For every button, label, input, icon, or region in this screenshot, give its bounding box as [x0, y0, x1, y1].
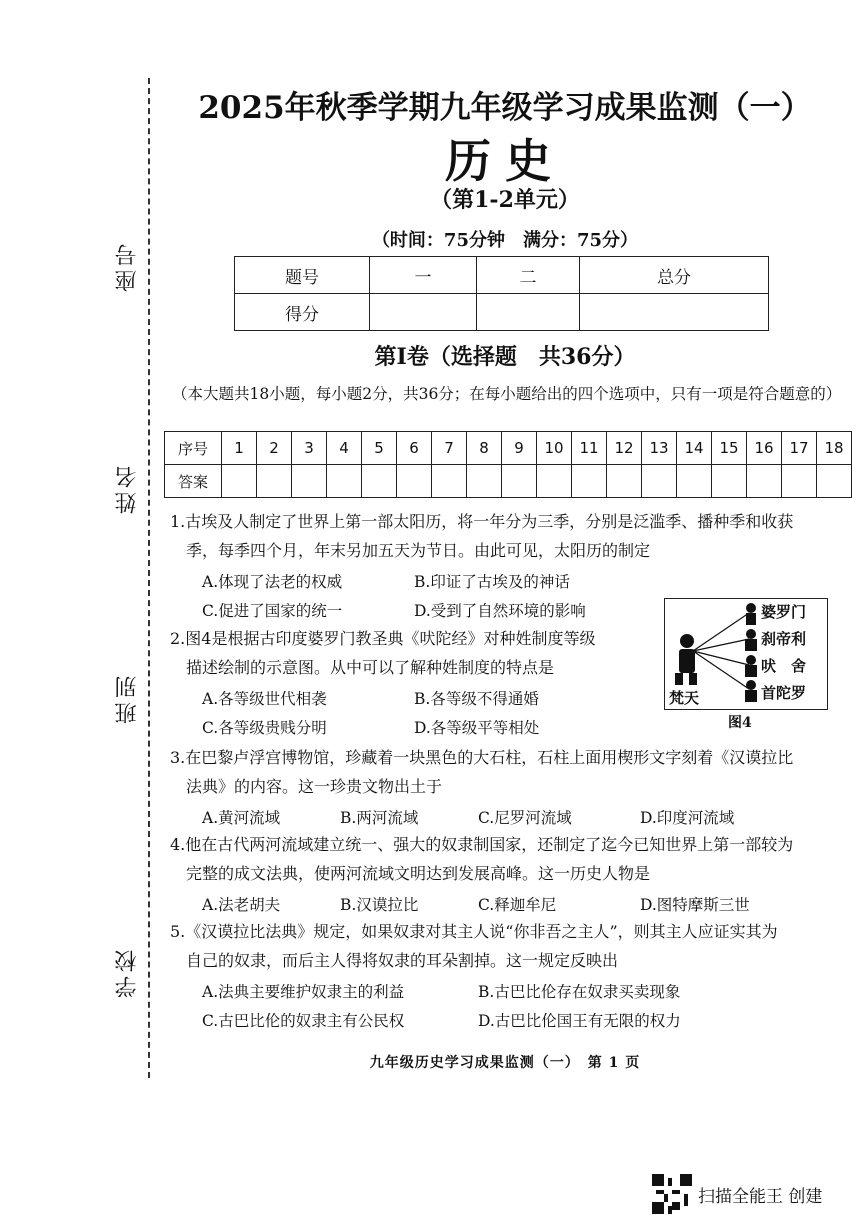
- answer-cell[interactable]: [432, 465, 467, 498]
- score-table: [234, 256, 769, 331]
- kshatriya-figure-icon: [745, 629, 757, 651]
- question-number-cell: 16: [747, 432, 782, 465]
- question-number-cell: 8: [467, 432, 502, 465]
- q4-option-c: C.释迦牟尼: [478, 896, 557, 914]
- vaishya-figure-icon: [745, 655, 757, 677]
- subject-title: 历史: [445, 134, 565, 188]
- q1-option-a: A.体现了法老的权威: [202, 573, 343, 591]
- question-number-cell: 11: [572, 432, 607, 465]
- question-5-line1: 5.《汉谟拉比法典》规定，如果奴隶对其主人说“你非吾之主人”，则其主人应证实其为: [170, 922, 778, 941]
- section-instructions: （本大题共18小题，每小题2分，共36分；在每小题给出的四个选项中，只有一项是符合题意的）: [172, 385, 842, 403]
- question-number-cell: 6: [397, 432, 432, 465]
- question-4-line1: 4.他在古代两河流域建立统一、强大的奴隶制国家，还制定了迄今已知世界上第一部较为: [170, 835, 794, 854]
- q3-option-d: D.印度河流域: [640, 809, 735, 827]
- question-number-cell: 12: [607, 432, 642, 465]
- figure-label-kshatriya: 刹帝利: [761, 630, 807, 648]
- question-1-line1: 1.古埃及人制定了世界上第一部太阳历，将一年分为三季，分别是泛滥季、播种季和收获: [170, 512, 794, 531]
- answer-row-label: 序号: [165, 432, 222, 465]
- q1-option-d: D.受到了自然环境的影响: [414, 602, 586, 620]
- answer-cell[interactable]: [292, 465, 327, 498]
- exam-title: 2025年秋季学期九年级学习成果监测（一）: [198, 90, 812, 126]
- brahmin-figure-icon: [746, 603, 756, 625]
- question-number-cell: 13: [642, 432, 677, 465]
- score-cell[interactable]: [370, 294, 477, 331]
- question-3-line2: 法典》的内容。这一珍贵文物出土于: [186, 777, 443, 796]
- question-number-cell: 3: [292, 432, 327, 465]
- score-cell[interactable]: [477, 294, 580, 331]
- q5-option-b: B.古巴比伦存在奴隶买卖现象: [478, 983, 681, 1001]
- q4-option-d: D.图特摩斯三世: [640, 896, 750, 914]
- page-footer: 九年级历史学习成果监测（一） 第 1 页: [369, 1055, 641, 1071]
- answer-cell[interactable]: [467, 465, 502, 498]
- question-number-cell: 9: [502, 432, 537, 465]
- q2-option-d: D.各等级平等相处: [414, 719, 540, 737]
- q5-option-d: D.古巴比伦国王有无限的权力: [478, 1012, 681, 1030]
- qr-code-icon: [652, 1174, 692, 1214]
- unit-range: （第1-2单元）: [430, 187, 580, 213]
- figure-label-brahma: 梵天: [669, 689, 700, 707]
- figure-label-vaishya: 吠 舍: [761, 657, 807, 675]
- answer-cell[interactable]: [502, 465, 537, 498]
- score-header-cell: 题号: [235, 257, 370, 294]
- q1-option-b: B.印证了古埃及的神话: [414, 573, 570, 591]
- q5-option-c: C.古巴比伦的奴隶主有公民权: [202, 1012, 405, 1030]
- q1-option-c: C.促进了国家的统一: [202, 602, 343, 620]
- side-label-class: 班别: [115, 672, 140, 724]
- answer-cell[interactable]: [747, 465, 782, 498]
- score-header-cell: 总分: [580, 257, 769, 294]
- answer-row-label: 答案: [165, 465, 222, 498]
- q2-option-c: C.各等级贵贱分明: [202, 719, 327, 737]
- score-header-cell: 一: [370, 257, 477, 294]
- figure-4-caption: 图4: [728, 715, 752, 731]
- question-3-line1: 3.在巴黎卢浮宫博物馆，珍藏着一块黑色的大石柱，石柱上面用楔形文字刻着《汉谟拉比: [170, 748, 794, 767]
- q4-option-b: B.汉谟拉比: [340, 896, 419, 914]
- question-number-cell: 18: [817, 432, 852, 465]
- answer-cell[interactable]: [397, 465, 432, 498]
- binding-dashed-line: [148, 78, 150, 1078]
- answer-cell[interactable]: [607, 465, 642, 498]
- answer-cell[interactable]: [782, 465, 817, 498]
- q4-option-a: A.法老胡夫: [202, 896, 281, 914]
- score-row-label: 得分: [235, 294, 370, 331]
- q2-option-a: A.各等级世代相袭: [202, 690, 327, 708]
- q3-option-c: C.尼罗河流域: [478, 809, 572, 827]
- section-title: 第Ⅰ卷（选择题 共36分）: [374, 344, 636, 370]
- brahma-figure-icon: [675, 634, 697, 685]
- side-label-school: 学校: [115, 946, 140, 998]
- question-2-line1: 2.图4是根据古印度婆罗门教圣典《吠陀经》对种姓制度等级: [170, 629, 596, 648]
- q3-option-b: B.两河流域: [340, 809, 419, 827]
- answer-cell[interactable]: [677, 465, 712, 498]
- answer-table: [164, 431, 852, 498]
- scanner-watermark: 扫描全能王 创建: [698, 1187, 823, 1207]
- question-number-cell: 15: [712, 432, 747, 465]
- question-number-cell: 7: [432, 432, 467, 465]
- side-label-seat: 座号: [115, 240, 140, 292]
- question-number-cell: 4: [327, 432, 362, 465]
- answer-cell[interactable]: [817, 465, 852, 498]
- q2-option-b: B.各等级不得通婚: [414, 690, 539, 708]
- question-2-line2: 描述绘制的示意图。从中可以了解种姓制度的特点是: [186, 658, 555, 677]
- q3-option-a: A.黄河流域: [202, 809, 281, 827]
- side-label-name: 姓名: [115, 462, 140, 514]
- question-number-cell: 2: [257, 432, 292, 465]
- question-4-line2: 完整的成文法典，使两河流域文明达到发展高峰。这一历史人物是: [186, 864, 651, 883]
- answer-cell[interactable]: [642, 465, 677, 498]
- answer-cell[interactable]: [257, 465, 292, 498]
- answer-cell[interactable]: [222, 465, 257, 498]
- question-5-line2: 自己的奴隶，而后主人得将奴隶的耳朵割掉。这一规定反映出: [186, 951, 619, 970]
- figure-label-brahmin: 婆罗门: [761, 603, 807, 621]
- question-number-cell: 14: [677, 432, 712, 465]
- answer-cell[interactable]: [712, 465, 747, 498]
- answer-cell[interactable]: [327, 465, 362, 498]
- score-cell[interactable]: [580, 294, 769, 331]
- question-number-cell: 17: [782, 432, 817, 465]
- answer-cell[interactable]: [362, 465, 397, 498]
- figure-4-box: [664, 598, 828, 710]
- time-score: （时间：75分钟 满分：75分）: [371, 230, 639, 251]
- score-header-cell: 二: [477, 257, 580, 294]
- shudra-figure-icon: [745, 680, 757, 702]
- figure-label-shudra: 首陀罗: [761, 684, 807, 702]
- question-number-cell: 5: [362, 432, 397, 465]
- question-number-cell: 1: [222, 432, 257, 465]
- question-number-cell: 10: [537, 432, 572, 465]
- question-1-line2: 季，每季四个月，年末另加五天为节日。由此可见，太阳历的制定: [186, 541, 651, 560]
- q5-option-a: A.法典主要维护奴隶主的利益: [202, 983, 405, 1001]
- answer-cell[interactable]: [572, 465, 607, 498]
- answer-cell[interactable]: [537, 465, 572, 498]
